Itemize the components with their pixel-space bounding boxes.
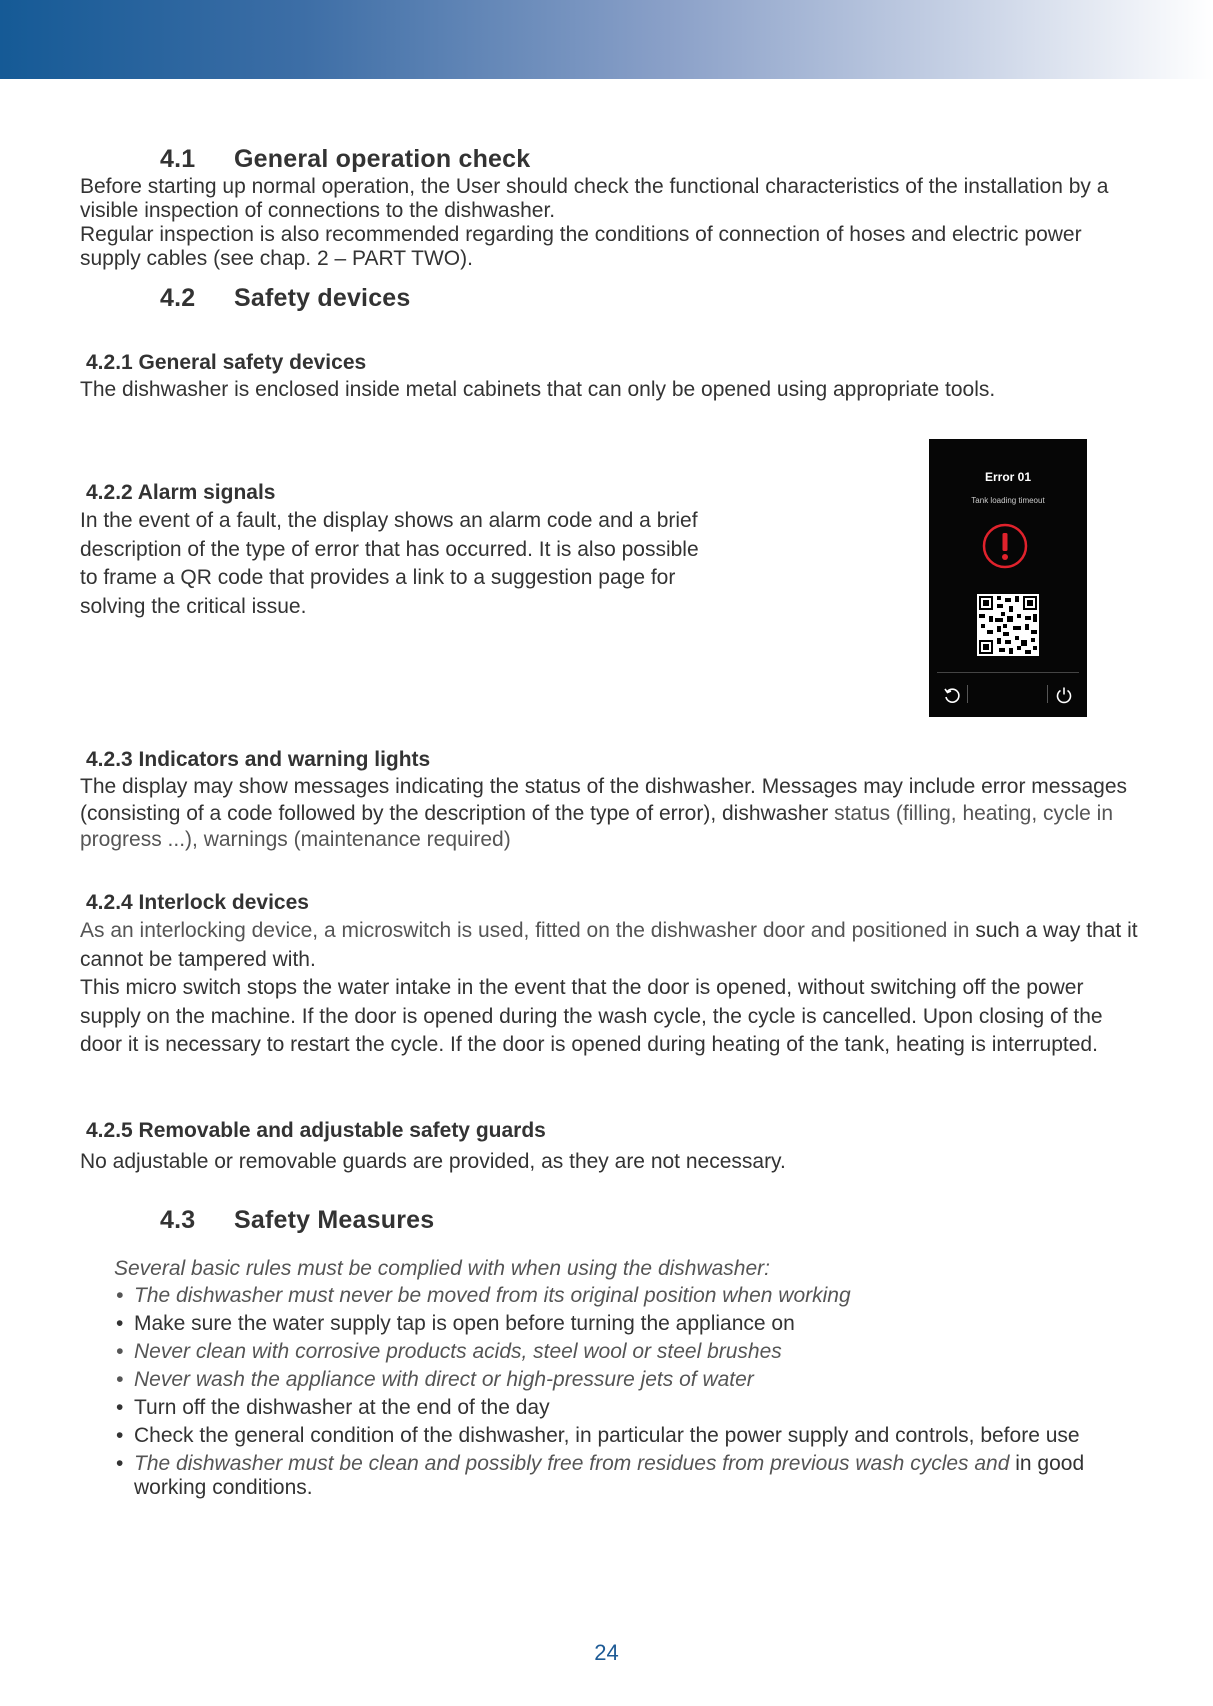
safety-rules-list	[114, 1284, 1144, 1504]
section-title: Safety devices	[234, 284, 411, 312]
text-tail: status (filling, heating, cycle in progress ...), warnings (maintenance required)	[80, 801, 1114, 851]
paragraph: This micro switch stops the water intake in the event that the door is opened, without switching off the power supply on the machine. If the door is opened during the wash cycle, the cycle is cancelled. Upon closing of the door it is necessary to restart the cycle. If the door is opened during heating of the tank, heating is interrupted.	[80, 976, 1103, 1056]
list-item: • Make sure the water supply tap is open before turning the appliance on	[114, 1312, 1144, 1336]
section-4-2-4-body	[80, 917, 1140, 1060]
section-4-2-heading	[160, 284, 760, 314]
paragraph: Before starting up normal operation, the User should check the functional characteristics of the installation by a visible inspection of connections to the dishwasher.	[80, 175, 1109, 222]
text-rest: such a way that it cannot be tampered with.	[80, 919, 1138, 971]
display-divider	[937, 672, 1079, 673]
list-item: • Never clean with corrosive products acids, steel wool or steel brushes	[114, 1340, 1144, 1364]
section-4-2-3-body	[80, 774, 1140, 854]
section-4-2-1-heading: 4.2.1 General safety devices	[86, 351, 367, 374]
safety-intro: Several basic rules must be complied with when using the dishwasher:	[114, 1257, 770, 1280]
section-4-1-body	[80, 175, 1140, 271]
section-4-2-2-body: In the event of a fault, the display shows an alarm code and a brief description of the type of error that has occurred. It is also possible to frame a QR code that provides a link to a suggestion page for solving the critical issue.	[80, 509, 699, 618]
section-4-2-1-body: The dishwasher is enclosed inside metal cabinets that can only be opened using appropriate tools.	[80, 378, 996, 401]
section-4-2-2-heading: 4.2.2 Alarm signals	[86, 481, 276, 504]
section-4-2-4-heading: 4.2.4 Interlock devices	[86, 891, 309, 914]
display-separator	[967, 685, 968, 703]
power-icon	[1055, 686, 1073, 704]
list-item: • The dishwasher must never be moved from its original position when working	[114, 1284, 1144, 1308]
section-number: 4.2	[160, 284, 196, 312]
error-code: Error 01	[984, 470, 1032, 484]
page-number: 24	[594, 1640, 619, 1665]
list-item: • Check the general condition of the dishwasher, in particular the power supply and controls, before use	[114, 1424, 1144, 1448]
list-item: • Never wash the appliance with direct or high-pressure jets of water	[114, 1368, 1144, 1392]
controller-display	[929, 439, 1087, 717]
text-light: As an interlocking device, a microswitch is used, fitted on the dishwasher door and positioned in	[80, 919, 976, 942]
reset-icon	[943, 686, 961, 704]
section-number: 4.1	[160, 145, 196, 173]
section-4-1-heading	[160, 145, 760, 175]
error-description: Tank loading timeout	[971, 496, 1045, 505]
section-4-2-5-heading: 4.2.5 Removable and adjustable safety guards	[86, 1119, 546, 1142]
text-italic: The dishwasher must be clean and possibly free from residues from previous wash cycles and	[134, 1452, 1016, 1475]
paragraph	[80, 917, 1140, 974]
section-4-3-heading	[160, 1206, 760, 1236]
header-band	[0, 0, 1213, 79]
paragraph: Regular inspection is also recommended regarding the conditions of connection of hoses and electric power supply cables (see chap. 2 – PART TWO).	[80, 223, 1082, 270]
section-4-2-3-heading: 4.2.3 Indicators and warning lights	[86, 748, 431, 771]
section-4-2-5-body: No adjustable or removable guards are provided, as they are not necessary.	[80, 1150, 786, 1173]
list-item	[114, 1452, 1144, 1500]
section-number: 4.3	[160, 1206, 196, 1234]
text-main: The display may show messages indicating the status of the dishwasher. Messages may include error messages (consisting of a code followed by the description of the type of error), dishwasher	[80, 775, 1128, 825]
list-item: • Turn off the dishwasher at the end of the day	[114, 1396, 1144, 1420]
alarm-exclamation-icon	[982, 523, 1028, 569]
display-separator	[1047, 685, 1048, 703]
section-title: General operation check	[234, 145, 531, 173]
qr-code-icon	[977, 594, 1039, 656]
section-title: Safety Measures	[234, 1206, 435, 1234]
text-rest: in good working conditions.	[134, 1452, 1085, 1499]
